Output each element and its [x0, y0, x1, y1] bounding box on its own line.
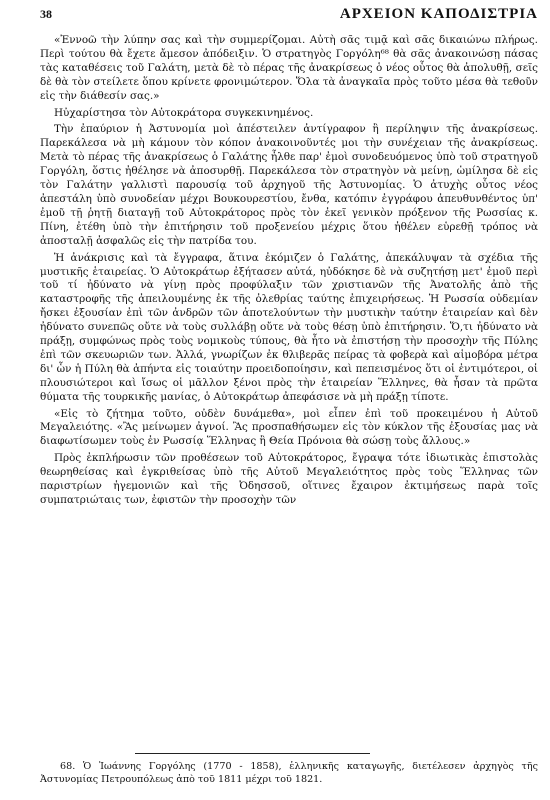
- footnote: 68. Ὁ Ἰωάννης Γοργόλης (1770 - 1858), ἑλληνικῆς καταγωγῆς, διετέλεσεν ἀρχηγὸς τῆς Ἀστυνομίας Πετρουπόλεως ἀπὸ τοῦ 1811 μέχρι τοῦ 1821.: [40, 761, 538, 785]
- paragraph-3: Τὴν ἐπαύριον ἡ Ἀστυνομία μοὶ ἀπέστειλεν ἀντίγραφον ἢ περίληψιν τῆς ἀνακρίσεως. Παρεκάλεσα νὰ μὴ κάμουν τὸν κόπον ἀνακοινοῦντές μοι τὴν συνέχειαν τῆς ἀνακρίσεως. Μετὰ τὸ πέρας τῆς ἀνακρίσεως ὁ Γαλάτης ἦλθε παρ' ἐμοὶ συνοδευόμενος ὑπὸ τοῦ στρατηγοῦ Γοργόλη, ὅστις ἠθέλησε νὰ ἀποσυρθῇ. Παρεκάλεσα τὸν στρατηγὸν νὰ μείνῃ, ὡμίλησα δὲ εἰς τὸν Γαλάτην γαλλιστὶ παρουσίᾳ τοῦ ἀρχηγοῦ τῆς Ἀστυνομίας. Ὁ ἀτυχὴς οὗτος νέος ἀπεστάλη ὑπὸ συνοδείαν μέχρι Βουκουρεστίου, ἔνθα, κατόπιν ἐγγράφου ἀπευθυνθέντος ὑπ' ἐμοῦ τῇ ῥητῇ διαταγῇ τοῦ Αὐτοκράτορος πρὸς τὸν ἐκεῖ γενικὸν πρόξενον τῆς Ρωσσίας κ. Πίνη, ἐτέθη ὑπὸ τὴν ἐπιτήρησιν τοῦ προξενείου μέχρις ὅτου ἠθέλεν εὑρεθῇ τρόπος νὰ ἀποσταλῇ ἀσφαλῶς εἰς τὴν πατρίδα του.: [40, 123, 538, 247]
- page-number: 38: [40, 7, 52, 21]
- page-header: [40, 6, 538, 30]
- paragraph-1: «Ἐννοῶ τὴν λύπην σας καὶ τὴν συμμερίζομαι. Αὐτὴ σᾶς τιμᾷ καὶ σᾶς δικαιώνω πλήρως. Περὶ τούτου θὰ ἔχετε ἄμεσον ἀπόδειξιν. Ὁ στρατηγὸς Γοργόλη⁶⁸ θὰ σᾶς ἀνακοινώσῃ πάσας τὰς καταθέσεις τοῦ Γαλάτη, μετὰ δὲ τὸ πέρας τῆς ἀνακρίσεως ὁ νέος οὗτος θὰ ἀπολυθῇ, σεῖς δὲ θὰ τὸν στείλετε ὅπου κρίνετε φρονιμώτερον. Ὅλα τὰ ἀναγκαῖα πρὸς τοῦτο μέσα θὰ τεθοῦν εἰς τὴν διάθεσίν σας.»: [40, 34, 538, 102]
- paragraph-4: Ἡ ἀνάκρισις καὶ τὰ ἔγγραφα, ἅτινα ἐκόμιζεν ὁ Γαλάτης, ἀπεκάλυψαν τὰ σχέδια τῆς μυστικῆς ἑταιρείας. Ὁ Αὐτοκράτωρ ἐξήτασεν αὐτά, ηὐδόκησε δὲ νὰ συζητήσῃ μετ' ἐμοῦ περὶ τοῦ τί ἠδύνατο νὰ γίνῃ πρὸς προφύλαξιν τῶν χριστιανῶν τῆς Ἀνατολῆς ἀπὸ τῆς καταστροφῆς τῆς ἀπειλουμένης ἐκ τῆς ὀλεθρίας ταύτης ἐπιχειρήσεως. Ἡ Ρωσσία οὐδεμίαν ἤσκει ἐξουσίαν ἐπὶ τῶν ἀνδρῶν τῶν ἀποτελούντων τὴν μυστικὴν ταύτην ἑταιρείαν καὶ δὲν ἠδύνατο συνεπῶς οὔτε νὰ τοὺς συλλάβῃ οὔτε νὰ τοὺς θέσῃ ὑπὸ ἐπιτήρησιν. Ὅ,τι ἠδύνατο νὰ πράξῃ, συμφώνως πρὸς τοὺς νομικοὺς τύπους, θὰ ἦτο νὰ ἐπιστήσῃ τὴν προσοχὴν τῆς Πύλης ἐπὶ τῶν σκευωριῶν των. Ἀλλά, γνωρίζων ἐκ θλιβερᾶς πείρας τὰ φοβερὰ καὶ αἱμοβόρα μέτρα δι' ὧν ἡ Πύλη θὰ ἀπήντα εἰς τοιαύτην προειδοποίησιν, καὶ πεπεισμένος ὅτι οἱ ἐντιμότεροι, οἱ πλουσιώτεροι καὶ ἴσως οἱ μᾶλλον ξένοι πρὸς τὴν ἑταιρείαν Ἕλληνες, θὰ ἦσαν τὰ πρῶτα θύματα τῆς τουρκικῆς μανίας, ὁ Αὐτοκράτωρ ἀπεφάσισε νὰ μὴ πράξῃ τίποτε.: [40, 251, 538, 403]
- running-title: ΑΡΧΕΙΟΝ ΚΑΠΟΔΙΣΤΡΙΑ: [339, 6, 538, 22]
- body-text: [40, 34, 538, 508]
- paragraph-5: «Εἰς τὸ ζήτημα τοῦτο, οὐδὲν δυνάμεθα», μοὶ εἶπεν ἐπὶ τοῦ προκειμένου ἡ Αὐτοῦ Μεγαλειότης. «Ἂς μείνωμεν ἀγνοί. Ἂς προσπαθήσωμεν εἰς τὸν κύκλον τῆς ἐξουσίας μας νὰ διαφωτίσωμεν τοὺς ἐν Ρωσσίᾳ Ἕλληνας ἢ Θεία Πρόνοια θὰ σώσῃ τοὺς ἄλλους.»: [40, 407, 538, 448]
- paragraph-2: Ηὐχαρίστησα τὸν Αὐτοκράτορα συγκεκινημένος.: [54, 106, 314, 119]
- paragraph-6: Πρὸς ἐκπλήρωσιν τῶν προθέσεων τοῦ Αὐτοκράτορος, ἔγραψα τότε ἰδιωτικὰς ἐπιστολὰς θεωρηθείσας καὶ ἐγκριθείσας ὑπὸ τῆς Αὐτοῦ Μεγαλειότητος πρὸς τοὺς Ἕλληνας τῶν παριστρίων ἡγεμονιῶν καὶ τῆς Ὀδησσοῦ, οἵτινες ἔχαιρον ἐκτιμήσεως παρὰ τοῖς συμπατριώταις των, ἐφιστῶν τὴν προσοχὴν τῶν: [40, 452, 538, 506]
- footnote-divider: [135, 753, 370, 754]
